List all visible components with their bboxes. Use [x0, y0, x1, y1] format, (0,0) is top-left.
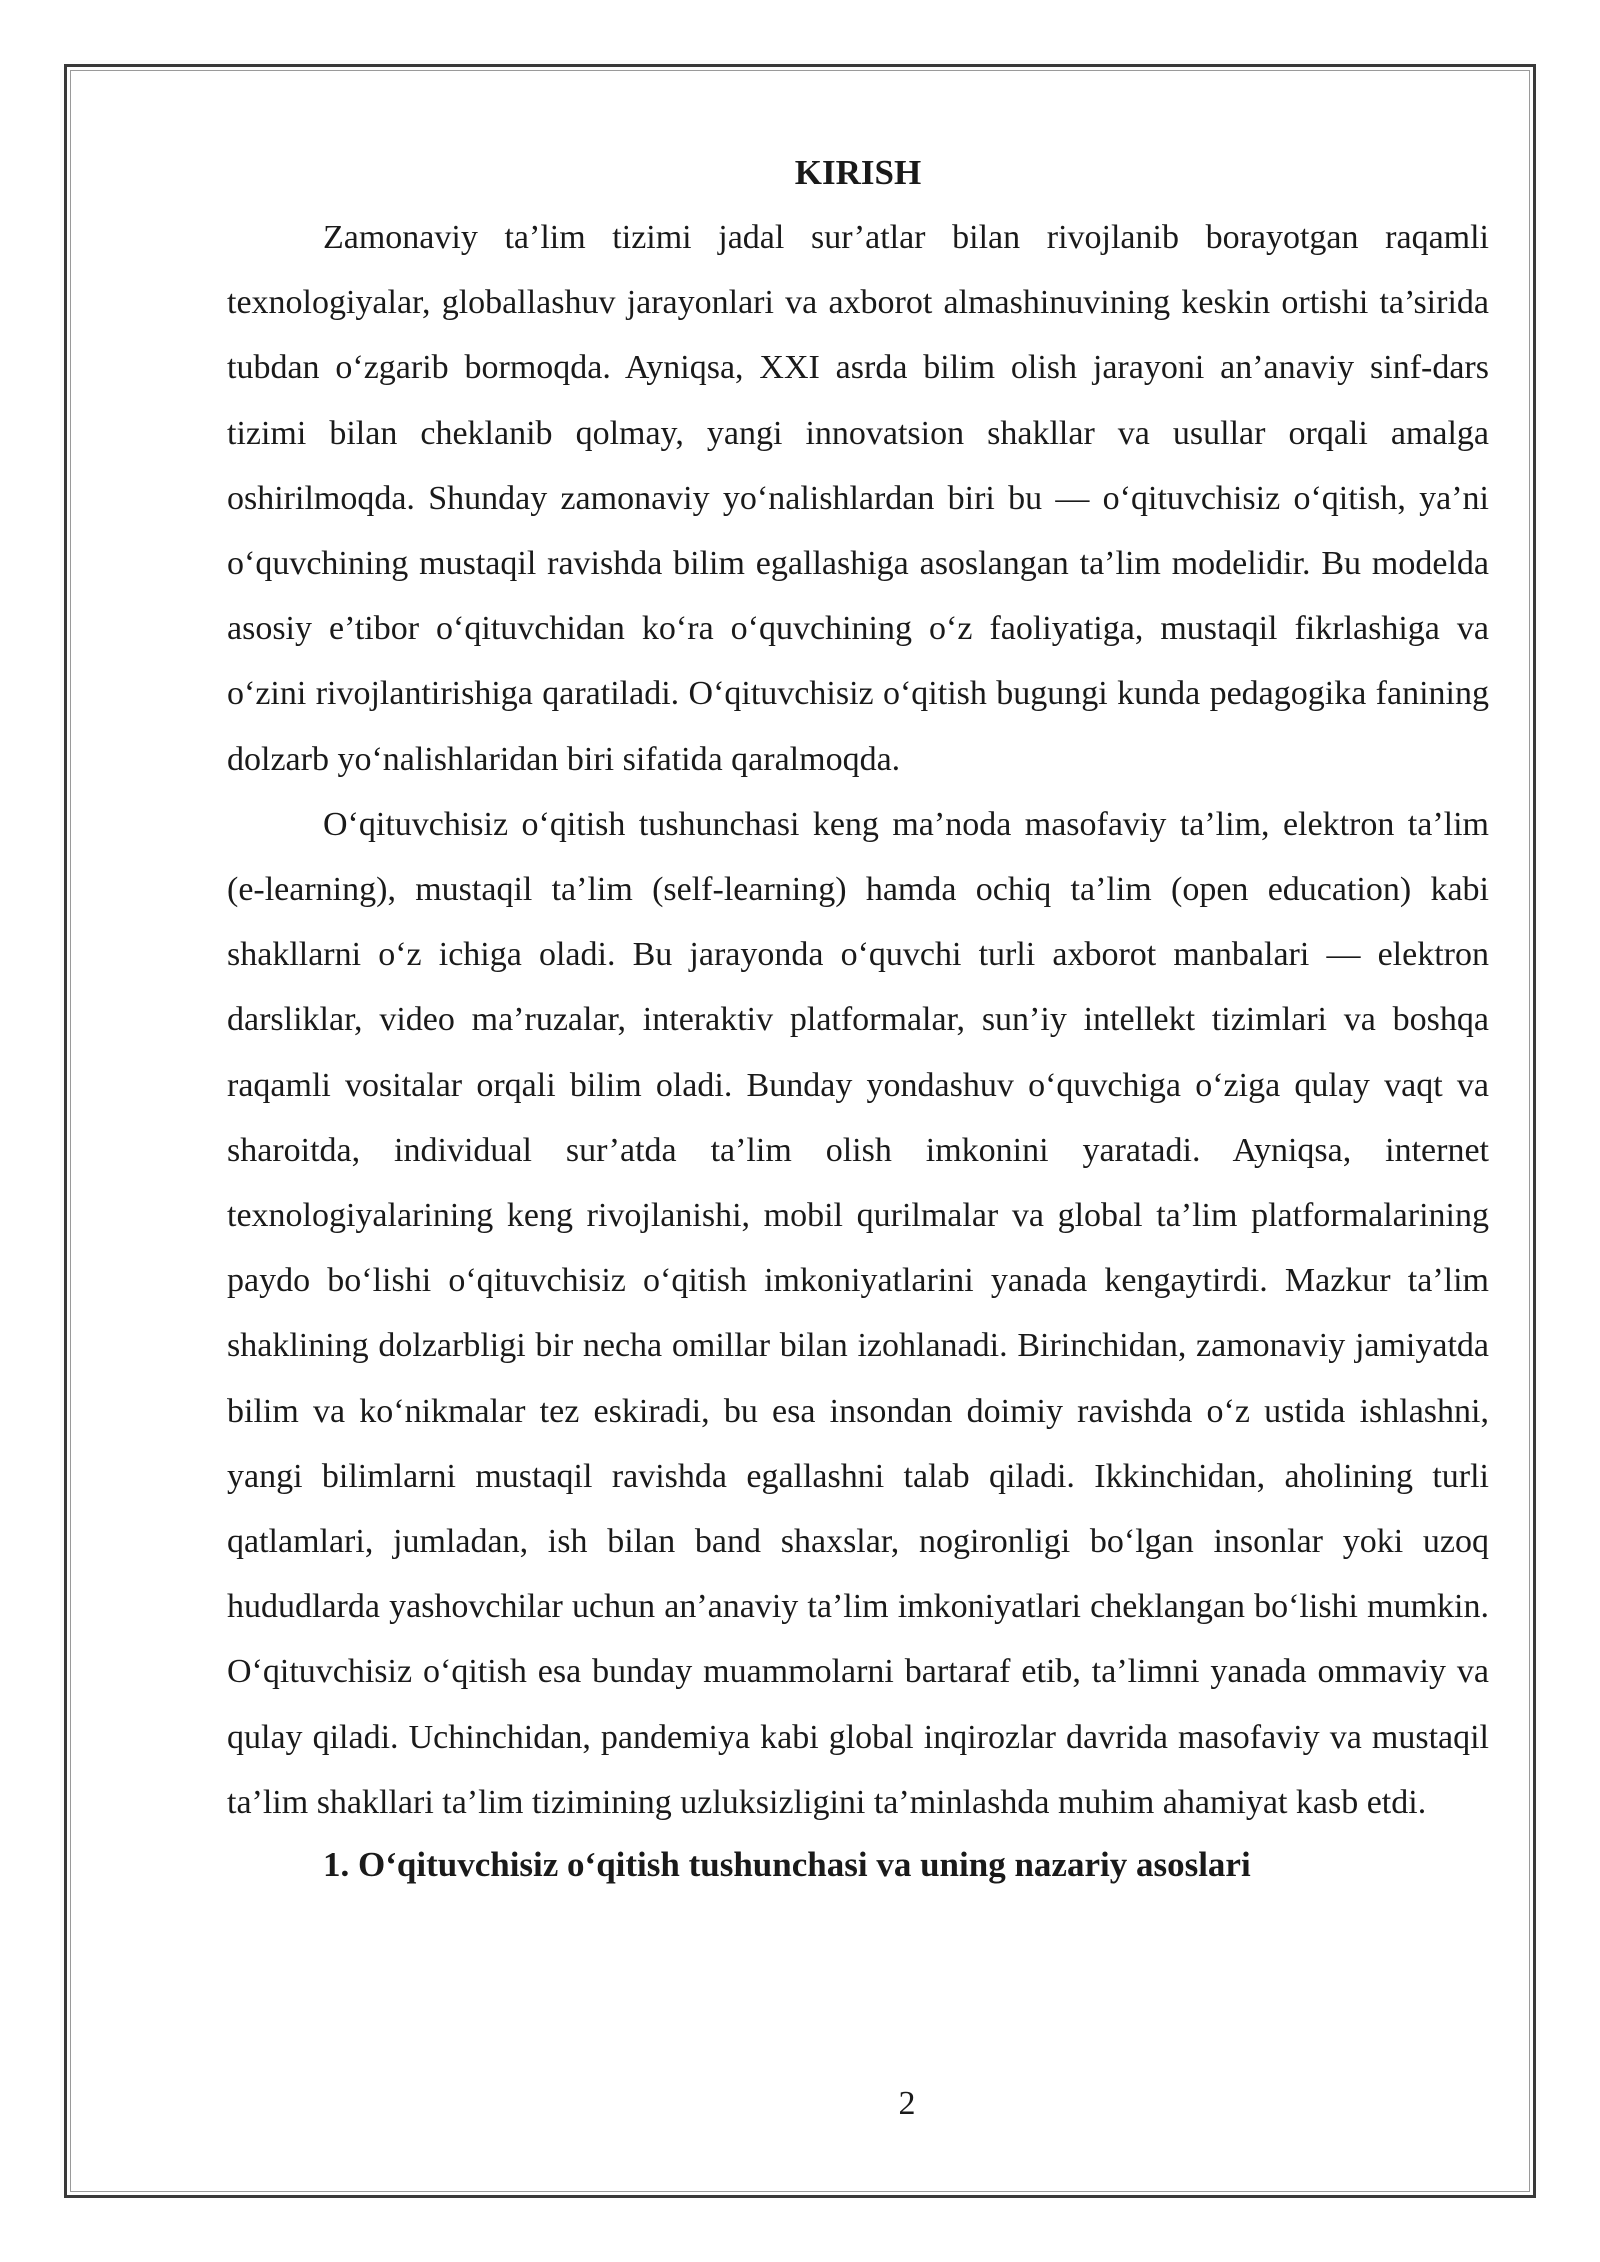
paragraph-intro: Zamonaviy ta’lim tizimi jadal sur’atlar bilan rivojlanib borayotgan raqamli texnologiyalar, globallashuv jarayonlari va axborot almashinuvining keskin ortishi ta’sirida tubdan o‘zgarib bormoqda. Ayniqsa, XXI asrda bilim olish jarayoni an’anaviy sinf-dars tizimi bilan cheklanib qolmay, yangi innovatsion shakllar va usullar orqali amalga oshirilmoqda. Shunday zamonaviy yo‘nalishlardan biri bu — o‘qituvchisiz o‘qitish, ya’ni o‘quvchining mustaqil ravishda bilim egallashiga asoslangan ta’lim modelidir. Bu modelda asosiy e’tibor o‘qituvchidan ko‘ra o‘quvchining o‘z faoliyatiga, mustaqil fikrlashiga va o‘zini rivojlantirishiga qaratiladi. O‘qituvchisiz o‘qitish bugungi kunda pedagogika fanining dolzarb yo‘nalishlaridan biri sifatida qaralmoqda.: [227, 219, 1489, 778]
section-title: 1. O‘qituvchisiz o‘qitish tushunchasi va uning nazariy asoslari: [323, 1845, 1251, 1885]
paragraph-definition: O‘qituvchisiz o‘qitish tushunchasi keng ma’noda masofaviy ta’lim, elektron ta’lim (e-learning), mustaqil ta’lim (self-learning) hamda ochiq ta’lim (open education) kabi shakllarni o‘z ichiga oladi. Bu jarayonda o‘quvchi turli axborot manbalari — elektron darsliklar, video ma’ruzalar, interaktiv platformalar, sun’iy intellekt tizimlari va boshqa raqamli vositalar orqali bilim oladi. Bunday yondashuv o‘quvchiga o‘ziga qulay vaqt va sharoitda, individual sur’atda ta’lim olish imkonini yaratadi. Ayniqsa, internet texnologiyalarining keng rivojlanishi, mobil qurilmalar va global ta’lim platformalarining paydo bo‘lishi o‘qituvchisiz o‘qitish imkoniyatlarini yanada kengaytirdi. Mazkur ta’lim shaklining dolzarbligi bir necha omillar bilan izohlanadi. Birinchidan, zamonaviy jamiyatda bilim va ko‘nikmalar tez eskiradi, bu esa insondan doimiy ravishda o‘z ustida ishlashni, yangi bilimlarni mustaqil ravishda egallashni talab qiladi. Ikkinchidan, aholining turli qatlamlari, jumladan, ish bilan band shaxslar, nogironligi bo‘lgan insonlar yoki uzoq hududlarda yashovchilar uchun an’anaviy ta’lim imkoniyatlari cheklangan bo‘lishi mumkin. O‘qituvchisiz o‘qitish esa bunday muammolarni bartaraf etib, ta’limni yanada ommaviy va qulay qiladi. Uchinchidan, pandemiya kabi global inqirozlar davrida masofaviy va mustaqil ta’lim shakllari ta’lim tizimining uzluksizligini ta’minlashda muhim ahamiyat kasb etdi.: [227, 805, 1489, 1821]
document-body: [227, 145, 1489, 1893]
document-heading: KIRISH: [794, 153, 922, 192]
page-number: 2: [898, 2085, 916, 2122]
